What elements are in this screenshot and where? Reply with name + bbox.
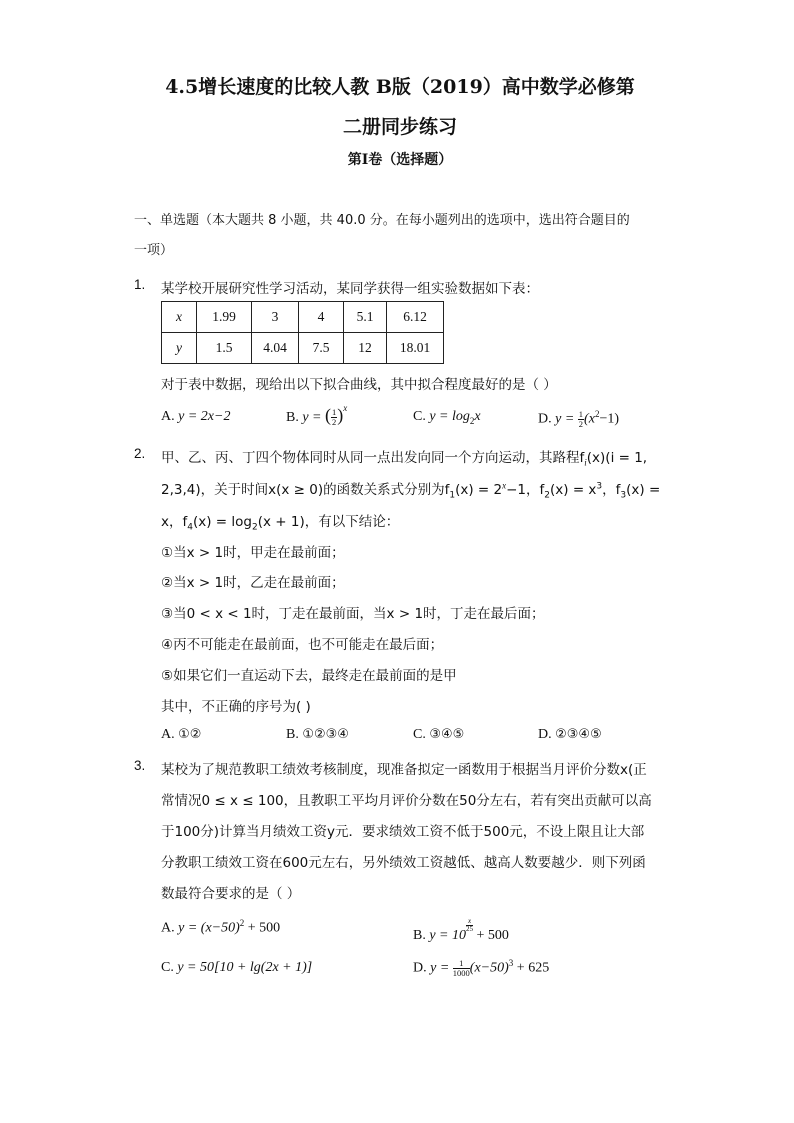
q3-option-d[interactable]: D. y = $\frac{1}{1000}$ $(x-50)^3 + 625$ bbox=[413, 957, 550, 978]
question-3-line4: 分教职工绩效工资在600元左右，另外绩效工资越低、越高人数要越少．则下列函 bbox=[161, 855, 646, 871]
option-text: y = bbox=[555, 411, 578, 427]
option-letter: B. bbox=[413, 928, 426, 943]
question-1-number: 1. bbox=[134, 277, 146, 292]
doc-title-line1: 4.5增长速度的比较人教 B版（2019）高中数学必修第 bbox=[165, 76, 635, 98]
table-cell: 12 bbox=[344, 333, 387, 364]
option-letter: C. bbox=[413, 409, 426, 424]
option-text: y = 2x−2 bbox=[178, 409, 231, 424]
table-row-y bbox=[162, 333, 444, 364]
fraction: $\frac{1}{2}$ bbox=[332, 407, 337, 428]
question-2-line3: x，$f_4(x) = \log_2(x + 1)$，有以下结论： bbox=[161, 514, 400, 533]
q2-option-b[interactable] bbox=[286, 727, 349, 743]
q3-option-a[interactable]: A. $y = (x-50)^2 + 500$ bbox=[161, 918, 281, 936]
table-cell: 6.12 bbox=[387, 302, 444, 333]
q1-option-a[interactable] bbox=[161, 409, 230, 425]
doc-title-line2: 二册同步练习 bbox=[342, 116, 457, 138]
table-header-y: y bbox=[162, 333, 197, 364]
option-letter: C. bbox=[161, 960, 174, 975]
question-2-prompt: 其中，不正确的序号为( ) bbox=[161, 699, 311, 715]
q2-option-d[interactable] bbox=[538, 727, 602, 743]
option-letter: D. bbox=[538, 411, 552, 427]
option-text: y = log bbox=[429, 409, 470, 424]
exponent-fraction: $\frac{x}{25}$ bbox=[466, 917, 474, 933]
q1-option-d[interactable]: D. y = $\frac{1}{2}$ $(x^2-1)$ bbox=[538, 408, 619, 429]
question-1-stem: 某学校开展研究性学习活动，某同学获得一组实验数据如下表： bbox=[161, 281, 539, 297]
table-cell: 3 bbox=[252, 302, 299, 333]
fraction: $\frac{1}{1000}$ bbox=[452, 957, 470, 978]
option-letter: B. bbox=[286, 727, 299, 742]
q2-conclusion-3: ③当0 < x < 1时，丁走在最前面，当x > 1时，丁走在最后面； bbox=[161, 606, 545, 622]
option-letter: A. bbox=[161, 920, 175, 936]
volume-subtitle: 第I卷（选择题） bbox=[347, 152, 453, 168]
question-3-line1: 某校为了规范教职工绩效考核制度，现准备拟定一函数用于根据当月评价分数x(正 bbox=[161, 762, 647, 778]
section-heading-line1: 一、单选题（本大题共 8 小题，共 40.0 分。在每小题列出的选项中，选出符合题目的 bbox=[134, 213, 630, 228]
table-row-x bbox=[162, 302, 444, 333]
q2-conclusion-4: ④丙不可能走在最前面，也不可能走在最后面； bbox=[161, 637, 444, 653]
option-letter: D. bbox=[413, 960, 427, 976]
option-letter: B. bbox=[286, 410, 299, 425]
table-cell: 1.99 bbox=[197, 302, 252, 333]
q2-option-c[interactable] bbox=[413, 727, 464, 743]
option-text: y = bbox=[302, 410, 326, 425]
table-cell: 1.5 bbox=[197, 333, 252, 364]
section-heading bbox=[134, 206, 666, 266]
option-letter: D. bbox=[538, 727, 552, 742]
option-text: ③④⑤ bbox=[429, 727, 465, 742]
q2-option-a[interactable] bbox=[161, 727, 201, 743]
fraction: $\frac{1}{2}$ bbox=[578, 408, 584, 429]
option-text: y = 50[10 + lg(2x + 1)] bbox=[177, 960, 313, 975]
option-letter: A. bbox=[161, 727, 175, 742]
section-heading-line2: 一项） bbox=[134, 243, 174, 258]
question-3-line2: 常情况0 ≤ x ≤ 100，且教职工平均月评价分数在50分左右，若有突出贡献可以高 bbox=[161, 793, 652, 809]
option-text: ①② bbox=[178, 727, 202, 742]
option-text: ①②③④ bbox=[302, 727, 349, 742]
option-letter: A. bbox=[161, 409, 175, 424]
option-text: ②③④⑤ bbox=[555, 727, 602, 742]
question-3-number: 3. bbox=[134, 758, 146, 773]
question-3-line3: 于100分)计算当月绩效工资y元．要求绩效工资不低于500元，不设上限且让大部 bbox=[161, 824, 645, 840]
question-2-number: 2. bbox=[134, 446, 146, 461]
q2-conclusion-2: ②当x > 1时，乙走在最前面； bbox=[161, 575, 345, 591]
question-1-prompt: 对于表中数据，现给出以下拟合曲线，其中拟合程度最好的是（ ） bbox=[161, 377, 557, 393]
q3-option-c[interactable] bbox=[161, 960, 312, 976]
q2-conclusion-5: ⑤如果它们一直运动下去，最终走在最前面的是甲 bbox=[161, 668, 457, 684]
q1-option-b[interactable]: B. y = ( $\frac{1}{2}$ )$^x$ bbox=[286, 403, 348, 428]
q1-option-c[interactable]: C. $y = \log_2x$ bbox=[413, 409, 481, 426]
option-text: y = (x−50) bbox=[178, 920, 240, 936]
option-letter: C. bbox=[413, 727, 426, 742]
table-cell: 7.5 bbox=[299, 333, 344, 364]
question-2-line2: 2,3,4)，关于时间x(x ≥ 0)的函数关系式分别为$f_1(x) = 2^x-1$，$f_2(x) = x^3$，$f_3(x)$ = bbox=[161, 480, 661, 501]
table-cell: 5.1 bbox=[344, 302, 387, 333]
q3-option-b[interactable]: B. y = 10 $\frac{x}{25}$ + 500 bbox=[413, 917, 509, 943]
option-text: y = bbox=[430, 960, 453, 976]
table-cell: 4 bbox=[299, 302, 344, 333]
q2-conclusion-1: ①当x > 1时，甲走在最前面； bbox=[161, 545, 345, 561]
table-cell: 4.04 bbox=[252, 333, 299, 364]
option-text: y = 10 bbox=[429, 928, 467, 943]
table-cell: 18.01 bbox=[387, 333, 444, 364]
question-2-line1: 甲、乙、丙、丁四个物体同时从同一点出发向同一个方向运动，其路程$f_i(x)(i = 1$, bbox=[161, 450, 648, 468]
table-header-x: x bbox=[162, 302, 197, 333]
question-3-line5: 数最符合要求的是（ ） bbox=[161, 886, 301, 902]
experiment-data-table bbox=[161, 301, 444, 364]
